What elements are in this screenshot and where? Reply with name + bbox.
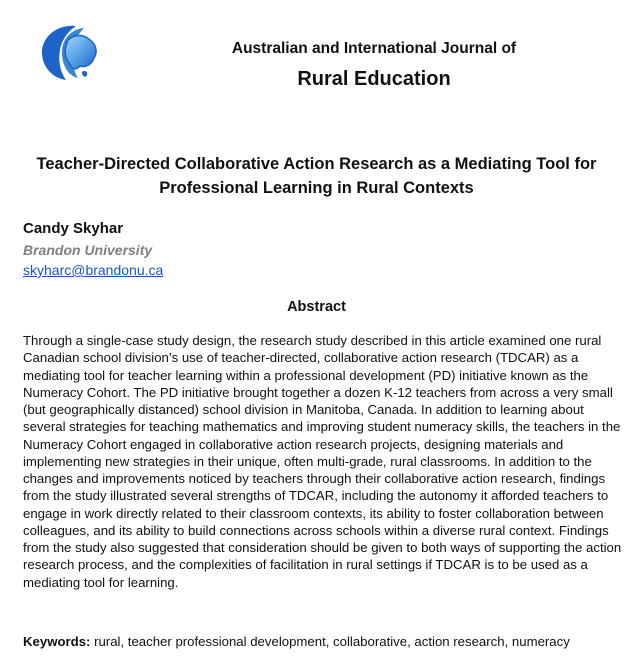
journal-name-line2: Rural Education: [297, 68, 451, 90]
journal-masthead: [115, 38, 633, 94]
author-name: Candy Skyhar: [23, 220, 124, 237]
abstract-heading: Abstract: [287, 299, 346, 315]
australia-globe-logo-icon: [32, 20, 100, 88]
abstract-text: Through a single-case study design, the research study described in this article examined one rural Canadian school division’s use of teacher-directed, collaborative action research (TDCAR) as a mediating tool for teacher learning within a professional development (PD) initiative known as the Numeracy Cohort. The PD initiative brought together a dozen K-12 teachers from across a very small (but geographically distanced) school division in Manitoba, Canada. In addition to learning about several strategies for teaching mathematics and improving student numeracy skills, the teachers in the Numeracy Cohort engaged in collaborative action research projects, designing materials and implementing new strategies in their unique, often multi-grade, rural classrooms. In addition to the changes and improvements noticed by teachers through their collaborative action research, findings from the study illustrated several strengths of TDCAR, including the autonomy it afforded teachers to engage in work directly related to their classroom contexts, its ability to foster collaboration between colleagues, and its ability to build connections across schools within a diverse rural context. Findings from the study also suggested that consideration should be given to both ways of supporting the action research process, and the complexities of facilitation in rural settings if TDCAR is to be used as a mediating tool for learning.: [23, 333, 622, 590]
keywords-label: Keywords:: [23, 634, 91, 649]
author-affiliation: Brandon University: [23, 242, 153, 258]
keywords-text: rural, teacher professional development, collaborative, action research, numeracy: [90, 634, 570, 649]
author-email-link[interactable]: skyharc@brandonu.ca: [23, 262, 164, 278]
journal-name-line1: Australian and International Journal of: [231, 40, 517, 57]
article-title: Teacher-Directed Collaborative Action Research as a Mediating Tool for Professional Learning in Rural Contexts: [36, 155, 597, 197]
keywords-line: [23, 633, 625, 651]
